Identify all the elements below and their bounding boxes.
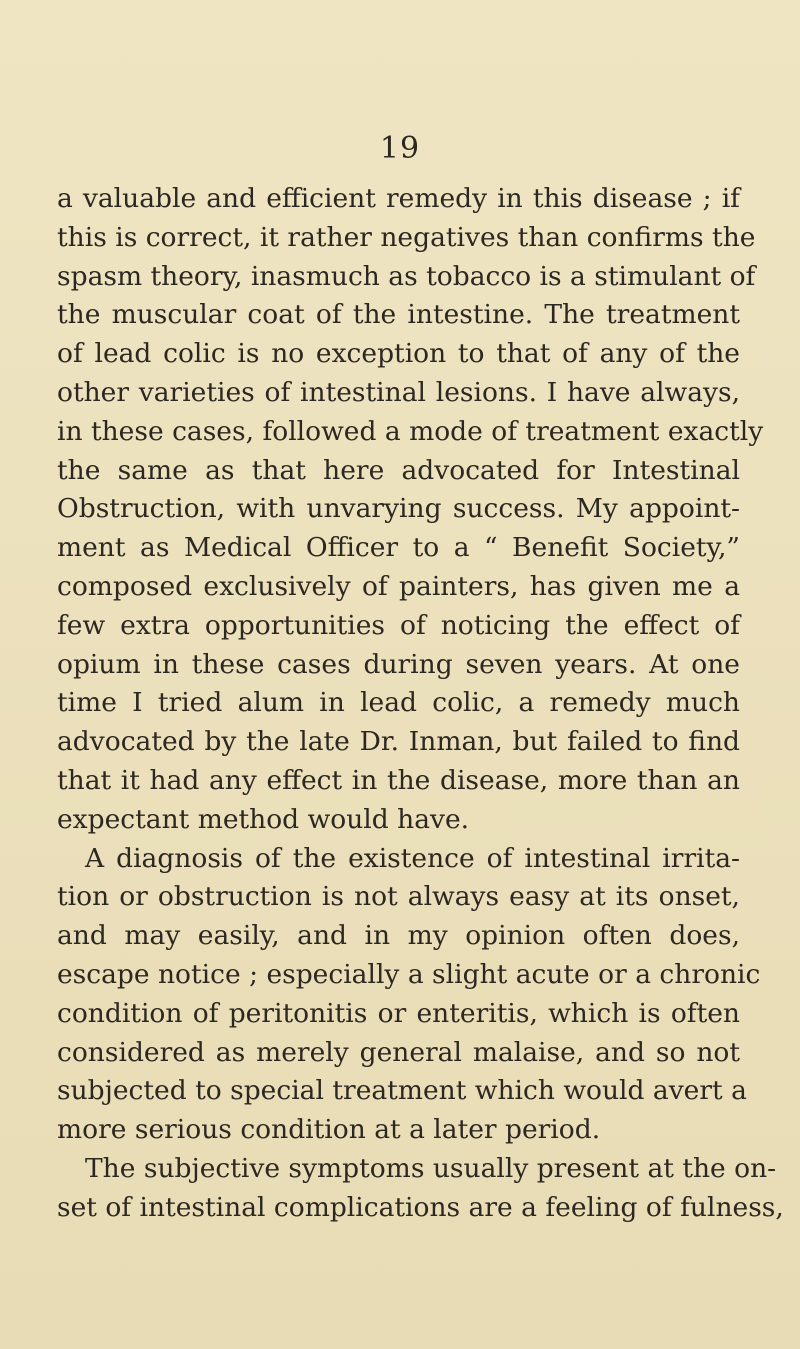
- paragraph-last-line: expectant method would have.: [57, 803, 470, 835]
- paragraph-first-line: The subjective symptoms usually present at the on-: [85, 1152, 777, 1184]
- text-line: escape notice ; especially a slight acute or a chronic: [57, 958, 761, 990]
- text-line: spasm theory, inasmuch as tobacco is a stimulant of: [57, 260, 756, 292]
- text-line: and may easily, and in my opinion often does,: [57, 920, 740, 952]
- text-line: that it had any effect in the disease, more than an: [57, 764, 740, 796]
- text-line: of lead colic is no exception to that of any of the: [57, 338, 740, 370]
- text-line: few extra opportunities of noticing the effect of: [57, 609, 740, 641]
- text-line: the same as that here advocated for Intestinal: [57, 454, 740, 486]
- body-text: [57, 180, 784, 1228]
- paragraph-first-line: A diagnosis of the existence of intestinal irrita-: [85, 842, 740, 874]
- text-line: set of intestinal complications are a feeling of fulness,: [57, 1191, 784, 1223]
- text-line: Obstruction, with unvarying success. My appoint-: [57, 493, 740, 525]
- text-line: condition of peritonitis or enteritis, which is often: [57, 997, 740, 1029]
- text-line: tion or obstruction is not always easy at its onset,: [57, 881, 740, 913]
- paragraph-last-line: more serious condition at a later period.: [57, 1114, 601, 1146]
- text-line: advocated by the late Dr. Inman, but failed to find: [57, 726, 740, 758]
- text-line: composed exclusively of painters, has given me a: [57, 570, 740, 602]
- text-line: other varieties of intestinal lesions. I have always,: [57, 376, 740, 408]
- text-line: time I tried alum in lead colic, a remedy much: [57, 687, 740, 719]
- text-line: a valuable and efficient remedy in this disease ; if: [57, 183, 740, 214]
- text-line: opium in these cases during seven years. At one: [57, 648, 740, 680]
- text-line: in these cases, followed a mode of treatment exactly: [57, 415, 764, 447]
- text-line: this is correct, it rather negatives than confirms the: [57, 221, 756, 253]
- page-number: 19: [379, 131, 421, 166]
- text-line: the muscular coat of the intestine. The treatment: [57, 299, 740, 331]
- text-line: subjected to special treatment which would avert a: [57, 1075, 747, 1107]
- text-line: considered as merely general malaise, and so not: [57, 1036, 740, 1068]
- text-line: ment as Medical Officer to a “ Benefit Society,”: [57, 532, 740, 564]
